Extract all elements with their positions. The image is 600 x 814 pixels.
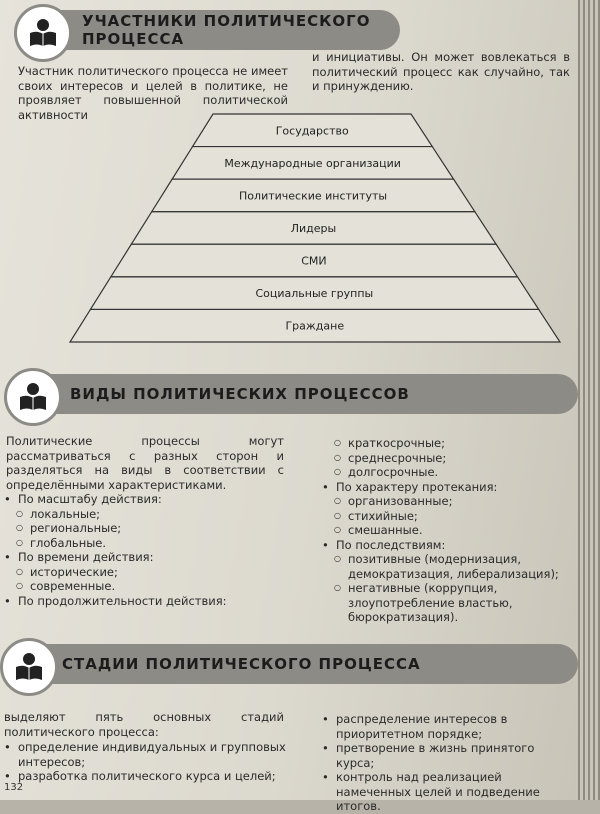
section-heading-stages (30, 644, 578, 684)
pyramid-level-label: Политические институты (239, 189, 388, 203)
list-item: ○ региональные; (0, 521, 290, 536)
section-title: УЧАСТНИКИ ПОЛИТИЧЕСКОГО ПРОЦЕССА (82, 12, 371, 48)
list-item: • По характеру протекания: (318, 480, 576, 495)
list-item: ○ долгосрочные. (318, 465, 576, 480)
stages-list-left (0, 740, 290, 784)
participants-text-right: и инициативы. Он может вовлекаться в политический процесс как случайно, так и принуждению. (312, 50, 570, 93)
pyramid-level-label: Государство (275, 124, 349, 138)
page-edge (578, 0, 600, 800)
section-heading-types (30, 374, 578, 414)
list-item: ○ стихийные; (318, 509, 576, 524)
types-list-left (0, 492, 290, 608)
section-heading-participants (40, 10, 400, 50)
pyramid-level-label: Лидеры (290, 222, 337, 235)
list-item: • распределение интересов в приоритетном порядке; (318, 712, 576, 741)
page-number: 132 (4, 782, 24, 793)
reader-icon (4, 368, 62, 426)
list-item: ○ локальные; (0, 507, 290, 522)
types-intro: Политические процессы могут рассматриваться с разных сторон и разделяться на виды в соответствии с определёнными характеристиками. (6, 434, 284, 492)
pyramid-level-label: Граждане (285, 319, 345, 333)
stages-list-right (318, 712, 576, 814)
list-item: ○ глобальные. (0, 536, 290, 551)
list-item: ○ организованные; (318, 494, 576, 509)
list-item: • разработка политического курса и целей; (0, 769, 290, 784)
section-title: ВИДЫ ПОЛИТИЧЕСКИХ ПРОЦЕССОВ (70, 385, 410, 403)
reader-icon (0, 638, 58, 696)
list-item: • контроль над реализацией намеченных целей и подведение итогов. (318, 770, 576, 814)
list-item: • По масштабу действия: (0, 492, 290, 507)
list-item: • По последствиям: (318, 538, 576, 553)
pyramid-level-label: Международные организации (224, 156, 401, 170)
list-item: ○ исторические; (0, 565, 290, 580)
list-item: ○ негативные (коррупция, злоупотребление властью, бюрократизация). (318, 581, 576, 625)
participants-pyramid (0, 108, 578, 348)
list-item: • определение индивидуальных и групповых интересов; (0, 740, 290, 769)
list-item: ○ среднесрочные; (318, 451, 576, 466)
reader-icon (14, 4, 72, 62)
types-list-right (318, 436, 576, 625)
list-item: ○ краткосрочные; (318, 436, 576, 451)
list-item: ○ позитивные (модернизация, демократизация, либерализация); (318, 552, 576, 581)
section-title: СТАДИИ ПОЛИТИЧЕСКОГО ПРОЦЕССА (62, 655, 421, 673)
pyramid-level-label: Социальные группы (255, 287, 374, 301)
list-item: • По времени действия: (0, 550, 290, 565)
participants-text-left: Участник политического процесса не имеет своих интересов и целей в политике, не проявляет повышенной политической активности (18, 64, 288, 122)
list-item: ○ современные. (0, 579, 290, 594)
list-item: ○ смешанные. (318, 523, 576, 538)
stages-intro: выделяют пять основных стадий политического процесса: (4, 710, 284, 739)
list-item: • претворение в жизнь принятого курса; (318, 741, 576, 770)
list-item: • По продолжительности действия: (0, 594, 290, 609)
pyramid-level-label: СМИ (301, 254, 327, 268)
